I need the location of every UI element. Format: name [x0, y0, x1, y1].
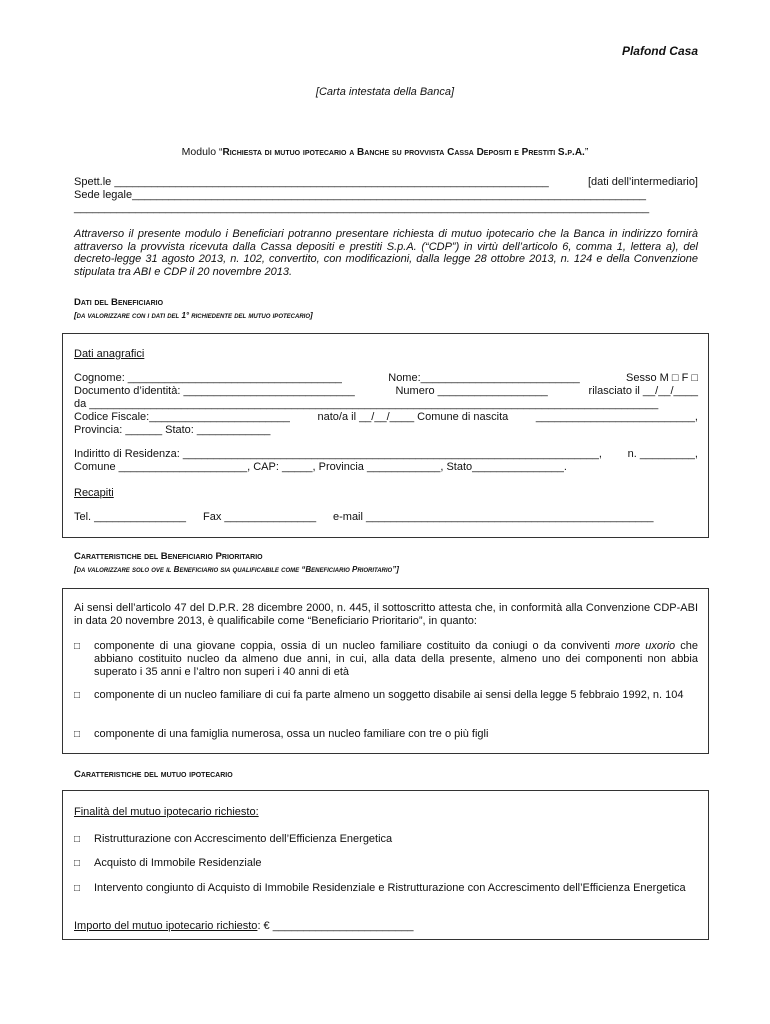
- tel-field[interactable]: Tel. _______________: [74, 511, 186, 523]
- priority-subheading: [da valorizzare solo ove il Beneficiario sia qualificabile come “Beneficiario Prioritario”]: [74, 565, 399, 574]
- finalita-title: Finalità del mutuo ipotecario richiesto:: [74, 806, 259, 818]
- checkbox-purchase[interactable]: □: [74, 858, 81, 869]
- option-renovation: Ristrutturazione con Accrescimento dell’Efficienza Energetica: [94, 833, 393, 845]
- addressee-line: [74, 176, 698, 188]
- option-young-couple-text: componente di una giovane coppia, ossia di un nucleo familiare costituito da coniugi o da conviventi: [94, 640, 616, 652]
- option-purchase: Acquisto di Immobile Residenziale: [94, 857, 262, 869]
- mortgage-heading: Caratteristiche del mutuo ipotecario: [74, 769, 233, 780]
- id-document-field[interactable]: Documento d’identità: ____________________________: [74, 385, 355, 397]
- checkbox-disabled-member[interactable]: □: [74, 690, 81, 701]
- importo-label: Importo del mutuo ipotecario richiesto: [74, 920, 258, 932]
- birth-town-field[interactable]: __________________________,: [535, 411, 698, 423]
- checkbox-renovation[interactable]: □: [74, 834, 81, 845]
- fiscal-row: [74, 411, 698, 423]
- fiscal-code-field[interactable]: Codice Fiscale:_______________________: [74, 411, 290, 423]
- residence-row: [74, 448, 698, 460]
- addressee-field[interactable]: Spett.le _______________________________________________________________________: [74, 176, 549, 188]
- module-title-text: Richiesta di mutuo ipotecario a Banche su provvista Cassa Depositi e Prestiti S.p.A.: [222, 147, 585, 158]
- street-number-field[interactable]: n. _________,: [627, 448, 698, 460]
- birth-date-field[interactable]: nato/a il __/__/____ Comune di nascita: [317, 411, 509, 423]
- firstname-field[interactable]: Nome:__________________________: [388, 372, 580, 384]
- module-title: [0, 146, 770, 158]
- fax-field[interactable]: Fax _______________: [203, 511, 317, 523]
- addressee-note: [dati dell’intermediario]: [587, 176, 698, 188]
- document-row: [74, 385, 698, 397]
- document-number-field[interactable]: Numero __________________: [395, 385, 548, 397]
- option-young-couple-text-end: che abbiano costituito nucleo da almeno due anni, in cui, alla data della presente, almeno uno dei componenti non abbia superato i 35 anni e l’altro non superi i 40 anni di età: [94, 640, 698, 678]
- priority-paragraph: Ai sensi dell’articolo 47 del D.P.R. 28 dicembre 2000, n. 445, il sottoscritto attesta che, in conformità alla Convenzione CDP-ABI in data 20 novembre 2013, è qualificabile come “Beneficiario Prioritario”, in quanto:: [74, 602, 698, 627]
- beneficiary-heading: Dati del Beneficiario: [74, 297, 164, 308]
- option-disabled-member: componente di un nucleo familiare di cui fa parte almeno un soggetto disabile ai sensi della legge 5 febbraio 1992, n. 104: [94, 689, 684, 701]
- intro-paragraph: Attraverso il presente modulo i Beneficiari potranno presentare richiesta di mutuo ipotecario che la Banca in indirizzo fornirà attraverso la provvista ricevuta dalla Cassa depositi e prestiti S.p.A. (“CDP”) in virtù dell’articolo 6, comma 1, lettera a), del decreto-legge 31 agosto 2013, n. 102, convertito, con modificazioni, dalla legge 28 ottobre 2013, n. 124 e della Convenzione stipulata tra ABI e CDP il 20 novembre 2013.: [74, 228, 698, 278]
- letterhead-placeholder: [Carta intestata della Banca]: [315, 86, 455, 98]
- option-young-couple-italic: more uxorio: [615, 640, 676, 652]
- module-title-suffix: ”: [584, 146, 589, 158]
- module-title-prefix: Modulo “: [181, 146, 223, 158]
- name-row: [74, 372, 698, 384]
- province-state-field[interactable]: Provincia: ______ Stato: ____________: [74, 424, 271, 436]
- priority-heading: Caratteristiche del Beneficiario Prioritario: [74, 551, 263, 562]
- residence-address-field[interactable]: Indiritto di Residenza: ____________________________________________________________________,: [74, 448, 602, 460]
- checkbox-large-family[interactable]: □: [74, 729, 81, 740]
- recapiti-title: Recapiti: [74, 487, 114, 499]
- surname-field[interactable]: Cognome: ___________________________________: [74, 372, 342, 384]
- importo-row: [74, 920, 413, 932]
- registered-office-field[interactable]: Sede legale____________________________________________________________________________________: [74, 189, 646, 201]
- issued-by-field[interactable]: da _____________________________________________________________________________________________: [74, 398, 659, 410]
- option-joint: Intervento congiunto di Acquisto di Immobile Residenziale e Ristrutturazione con Accrescimento dell’Efficienza Energetica: [94, 882, 686, 894]
- brand-title: Plafond Casa: [621, 44, 698, 58]
- checkbox-joint[interactable]: □: [74, 883, 81, 894]
- importo-field[interactable]: : € _______________________: [257, 920, 414, 932]
- issue-date-field[interactable]: rilasciato il __/__/____: [588, 385, 698, 397]
- option-large-family: componente di una famiglia numerosa, ossa un nucleo familiare con tre o più figli: [94, 728, 489, 740]
- checkbox-young-couple[interactable]: □: [74, 641, 81, 652]
- email-field[interactable]: e-mail _______________________________________________: [333, 511, 654, 523]
- beneficiary-subheading: [da valorizzare con i dati del 1° richiedente del mutuo ipotecario]: [74, 311, 313, 320]
- anagrafici-title: Dati anagrafici: [74, 348, 145, 360]
- registered-office-field-cont[interactable]: ______________________________________________________________________________________________: [74, 202, 650, 214]
- sex-checkboxes[interactable]: Sesso M □ F □: [626, 372, 698, 384]
- residence-town-field[interactable]: Comune _____________________, CAP: _____, Provincia ____________, Stato_______________.: [74, 461, 567, 473]
- option-young-couple: [94, 640, 698, 679]
